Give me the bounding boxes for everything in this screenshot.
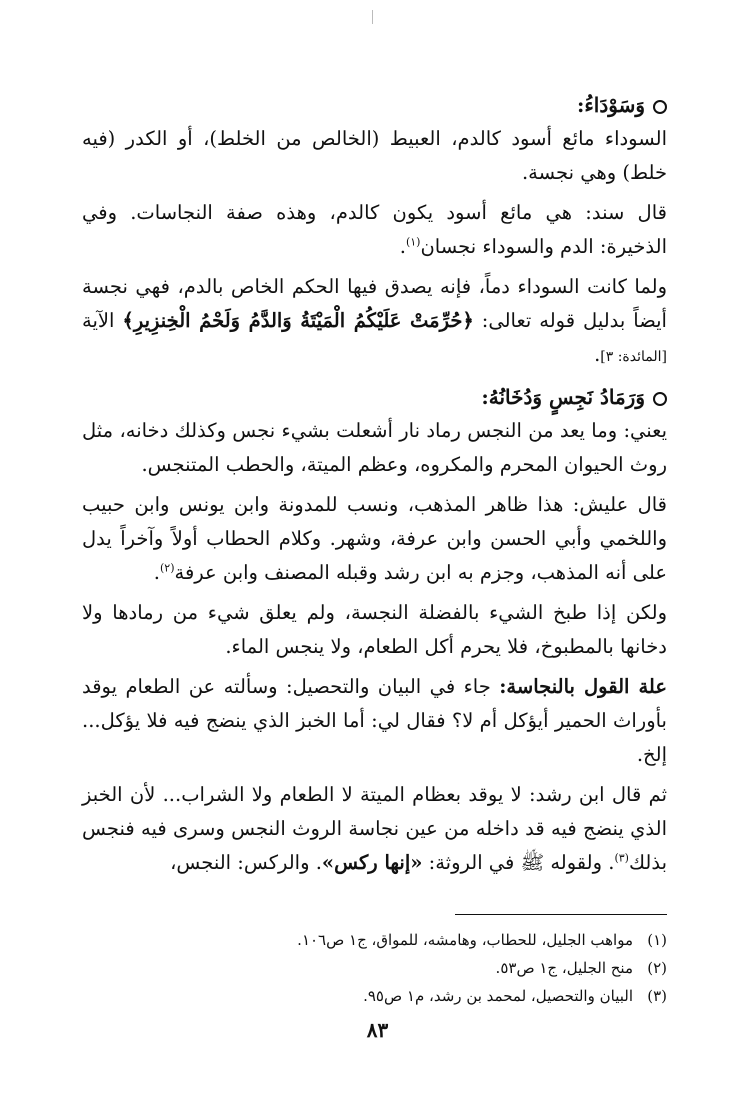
verse-reference: [المائدة: ٣]	[600, 349, 667, 365]
heading-sawda: وَسَوْدَاءُ:	[82, 88, 667, 122]
paragraph-4: يعني: وما يعد من النجس رماد نار أشعلت بشيء نجس وكذلك دخانه، مثل روث الحيوان المحرم والمكروه، وعظم الميتة، والحطب المتنجس.	[82, 419, 667, 476]
heading-ramad: وَرَمَادُ نَجِسٍ وَدُخَانُهُ:	[82, 380, 667, 414]
paragraph-8: ثم قال ابن رشد: لا يوقد بعظام الميتة لا الطعام ولا الشراب... لأن الخبز الذي ينضج فيه قد داخله من عين نجاسة الروث النجس وسرى فيه فنجس بذلك$^{(٣)}$. ولقوله ﷺ في الروثة: «إنها ركس». والركس: النجس،	[82, 783, 667, 874]
paragraph-6: ولكن إذا طبخ الشيء بالفضلة النجسة، ولم يعلق شيء من رمادها ولا دخانها بالمطبوخ، فلا يحرم أكل الطعام، ولا ينجس الماء.	[82, 601, 667, 658]
scan-mark	[372, 10, 373, 24]
footnote-item: (٣) البيان والتحصيل، لمحمد بن رشد، م١ ص٩٥.	[363, 987, 667, 1005]
page-number: ٨٣	[366, 1018, 389, 1042]
footnote-ref-3: (٣)	[614, 851, 629, 865]
footnote-ref-2: (٢)	[159, 561, 175, 575]
footnotes	[82, 926, 667, 1010]
paragraph-5: قال عليش: هذا ظاهر المذهب، ونسب للمدونة وابن يونس وابن حبيب واللخمي وأبي الحسن وابن عرفة، وشهر. وكلام الحطاب أولاً وآخراً يدل على أنه المذهب، وجزم به ابن رشد وقبله المصنف وابن عرفة$^{(٢)}$.	[82, 493, 667, 584]
paragraph-1: السوداء مائع أسود كالدم، العبيط (الخالص من الخلط)، أو الكدر (فيه خلط) وهي نجسة.	[82, 127, 667, 184]
main-text	[82, 88, 667, 880]
circle-bullet-icon	[653, 392, 667, 406]
footnote-divider	[455, 914, 667, 915]
paragraph-3: ولما كانت السوداء دماً، فإنه يصدق فيها الحكم الخاص بالدم، فهي نجسة أيضاً بدليل قوله تعالى: ﴿حُرِّمَتْ عَلَيْكُمُ الْمَيْتَةُ وَالدَّمُ وَلَحْمُ الْخِنزِيرِ﴾ الآية [المائدة: ٣].	[82, 275, 667, 366]
footnote-ref-1: (١)	[405, 235, 421, 249]
paragraph-7: علة القول بالنجاسة: جاء في البيان والتحصيل: وسألته عن الطعام يوقد بأوراث الحمير أيؤكل أم لا؟ فقال لي: أما الخبز الذي ينضج فيه فلا يؤكل... إلخ.	[82, 675, 667, 766]
footnote-item: (١) مواهب الجليل، للحطاب، وهامشه، للمواق، ج١ ص١٠٦.	[297, 931, 667, 949]
circle-bullet-icon	[653, 100, 667, 114]
footnote-item: (٢) منح الجليل، ج١ ص٥٣.	[495, 959, 667, 977]
quran-verse: ﴿حُرِّمَتْ عَلَيْكُمُ الْمَيْتَةُ وَالدَّمُ وَلَحْمُ الْخِنزِيرِ﴾	[122, 309, 474, 332]
paragraph-2: قال سند: هي مائع أسود يكون كالدم، وهذه صفة النجاسات. وفي الذخيرة: الدم والسوداء نجسان$^{(١)}$.	[82, 201, 667, 258]
hadith-quote: «إنها ركس»	[321, 851, 423, 874]
